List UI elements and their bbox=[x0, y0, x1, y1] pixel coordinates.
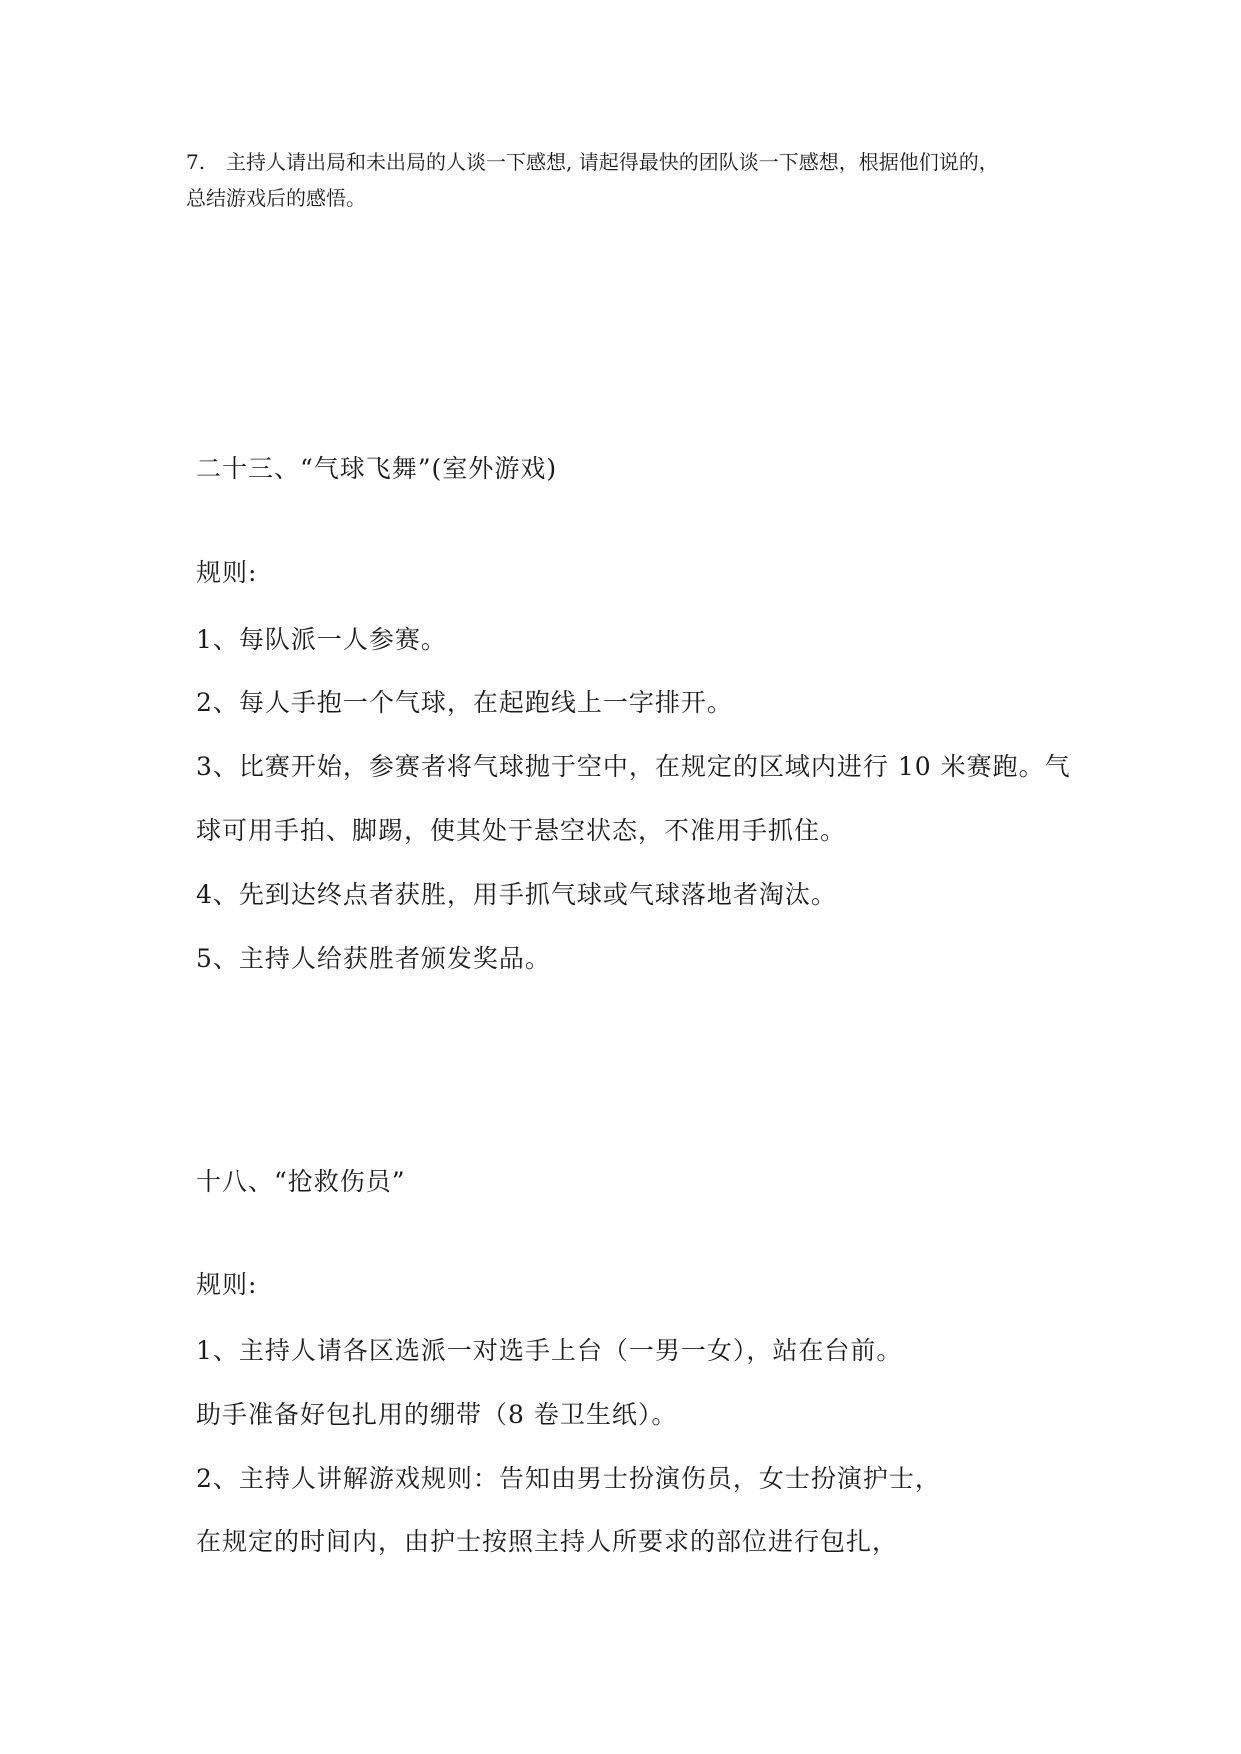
section-23-rule-3: 3、比赛开始，参赛者将气球抛于空中，在规定的区域内进行 10 米赛跑。气 bbox=[196, 752, 1071, 781]
section-18-title: 十八、“抢救伤员” bbox=[196, 1167, 406, 1196]
section-23-rule-3-cont: 球可用手拍、脚踢，使其处于悬空状态，不准用手抓住。 bbox=[196, 816, 847, 845]
section-23-rule-2: 2、每人手抱一个气球，在起跑线上一字排开。 bbox=[196, 688, 733, 717]
section-18-rule-2: 2、主持人讲解游戏规则：告知由男士扮演伤员，女士扮演护士， bbox=[196, 1464, 941, 1493]
section-23-rules-label: 规则: bbox=[196, 558, 258, 587]
section-23-title: 二十三、“气球飞舞”(室外游戏) bbox=[196, 454, 558, 483]
item-7-number: 7. bbox=[186, 150, 206, 174]
item-7-line-2: 总结游戏后的感悟。 bbox=[186, 186, 366, 210]
item-7-text: 主持人请出局和未出局的人谈一下感想, 请起得最快的团队谈一下感想，根据他们说的， bbox=[226, 150, 999, 174]
section-18-rules-label: 规则: bbox=[196, 1270, 258, 1299]
section-23-rule-5: 5、主持人给获胜者颁发奖品。 bbox=[196, 944, 551, 973]
section-18-rule-2-cont: 在规定的时间内，由护士按照主持人所要求的部位进行包扎， bbox=[196, 1527, 899, 1556]
section-18-rule-1: 1、主持人请各区选派一对选手上台（一男一女），站在台前。 bbox=[196, 1336, 903, 1365]
section-23-rule-4: 4、先到达终点者获胜，用手抓气球或气球落地者淘汰。 bbox=[196, 880, 837, 909]
item-7-line-1 bbox=[186, 148, 999, 176]
section-18-rule-1-cont: 助手准备好包扎用的绷带（8 卷卫生纸）。 bbox=[196, 1400, 678, 1429]
section-23-rule-1: 1、每队派一人参赛。 bbox=[196, 625, 447, 654]
